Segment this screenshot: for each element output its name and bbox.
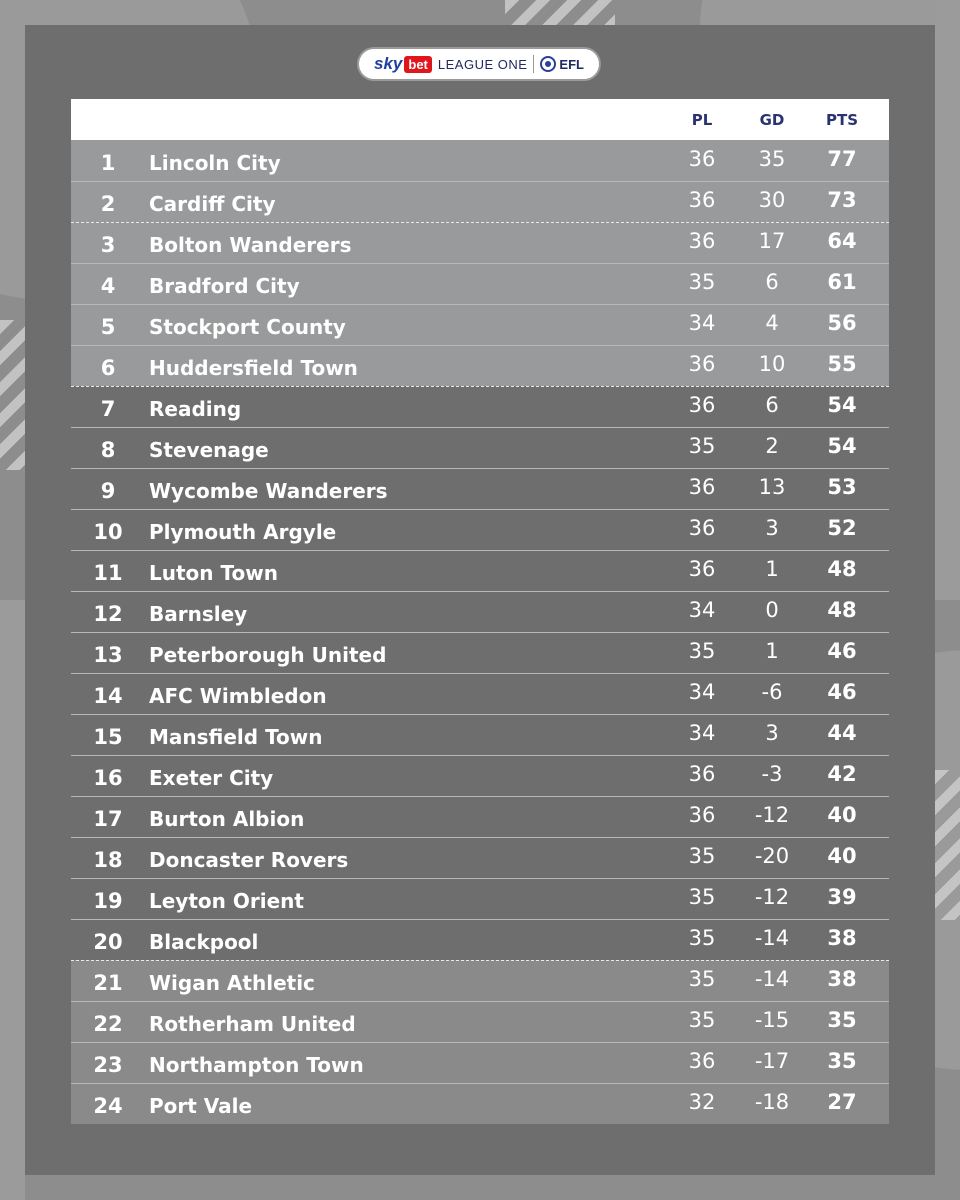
league-logo bbox=[359, 49, 599, 79]
position-cell: 24 bbox=[93, 1094, 123, 1118]
table-row bbox=[71, 222, 889, 263]
played-cell: 36 bbox=[688, 557, 716, 581]
background-stripes bbox=[0, 320, 25, 470]
played-cell: 34 bbox=[688, 721, 716, 745]
points-cell: 46 bbox=[827, 639, 857, 663]
points-cell: 40 bbox=[827, 844, 857, 868]
table-row bbox=[71, 386, 889, 427]
table-row bbox=[71, 468, 889, 509]
team-name-cell: Rotherham United bbox=[149, 1012, 356, 1036]
goal-difference-cell: 13 bbox=[758, 475, 786, 499]
position-cell: 20 bbox=[93, 930, 123, 954]
goal-difference-cell: 6 bbox=[765, 270, 779, 294]
table-body bbox=[71, 140, 889, 1124]
goal-difference-cell: -12 bbox=[754, 803, 790, 827]
team-name-cell: Peterborough United bbox=[149, 643, 387, 667]
table-row bbox=[71, 714, 889, 755]
table-header bbox=[71, 99, 889, 140]
background-stripes bbox=[935, 770, 960, 920]
table-row bbox=[71, 755, 889, 796]
played-cell: 34 bbox=[688, 598, 716, 622]
points-cell: 52 bbox=[827, 516, 857, 540]
goal-difference-cell: 2 bbox=[765, 434, 779, 458]
position-cell: 22 bbox=[93, 1012, 123, 1036]
position-cell: 10 bbox=[93, 520, 123, 544]
team-name-cell: Stevenage bbox=[149, 438, 269, 462]
goal-difference-cell: 0 bbox=[765, 598, 779, 622]
team-name-cell: Bolton Wanderers bbox=[149, 233, 352, 257]
position-cell: 23 bbox=[93, 1053, 123, 1077]
table-row bbox=[71, 550, 889, 591]
goal-difference-cell: 35 bbox=[758, 146, 786, 171]
played-cell: 35 bbox=[688, 967, 716, 991]
position-cell: 18 bbox=[93, 848, 123, 872]
points-cell: 56 bbox=[827, 311, 857, 335]
points-cell: 35 bbox=[827, 1049, 857, 1073]
position-cell: 19 bbox=[93, 889, 123, 913]
team-name-cell: Wycombe Wanderers bbox=[149, 479, 388, 503]
team-name-cell: Port Vale bbox=[149, 1094, 253, 1118]
position-cell: 3 bbox=[100, 233, 116, 257]
table-row bbox=[71, 796, 889, 837]
background-block bbox=[0, 600, 25, 1200]
table-row bbox=[71, 140, 889, 181]
team-name-cell: Northampton Town bbox=[149, 1053, 364, 1077]
goal-difference-cell: 4 bbox=[765, 311, 779, 335]
goal-difference-cell: -3 bbox=[761, 762, 783, 786]
team-name-cell: Exeter City bbox=[149, 766, 274, 790]
position-cell: 6 bbox=[100, 356, 116, 380]
goal-difference-cell: -12 bbox=[754, 885, 790, 909]
goal-difference-cell: 3 bbox=[765, 516, 779, 540]
played-cell: 36 bbox=[688, 1049, 716, 1073]
points-cell: 77 bbox=[827, 146, 857, 171]
table-row bbox=[71, 304, 889, 345]
table-row bbox=[71, 673, 889, 714]
position-cell: 13 bbox=[93, 643, 123, 667]
points-cell: 40 bbox=[827, 803, 857, 827]
team-name-cell: Burton Albion bbox=[149, 807, 305, 831]
table-row bbox=[71, 919, 889, 960]
points-cell: 53 bbox=[827, 475, 857, 499]
team-name-cell: Luton Town bbox=[149, 561, 278, 585]
table-row bbox=[71, 427, 889, 468]
played-cell: 35 bbox=[688, 844, 716, 868]
points-cell: 55 bbox=[827, 352, 857, 376]
position-cell: 7 bbox=[100, 397, 116, 421]
played-cell: 35 bbox=[688, 926, 716, 950]
team-name-cell: Bradford City bbox=[149, 274, 300, 298]
table-row bbox=[71, 1083, 889, 1124]
played-cell: 32 bbox=[688, 1090, 716, 1114]
points-cell: 54 bbox=[827, 393, 857, 417]
header-goal-difference: GD bbox=[759, 111, 785, 129]
played-cell: 36 bbox=[688, 352, 716, 376]
played-cell: 35 bbox=[688, 1008, 716, 1032]
team-name-cell: Leyton Orient bbox=[149, 889, 304, 913]
table-row bbox=[71, 837, 889, 878]
logo-divider bbox=[533, 55, 534, 73]
position-cell: 1 bbox=[100, 150, 116, 175]
played-cell: 36 bbox=[688, 393, 716, 417]
played-cell: 36 bbox=[688, 475, 716, 499]
sky-wordmark: sky bbox=[374, 54, 403, 73]
points-cell: 54 bbox=[827, 434, 857, 458]
league-name: LEAGUE ONE bbox=[437, 56, 528, 72]
goal-difference-cell: -17 bbox=[754, 1049, 790, 1073]
played-cell: 36 bbox=[688, 762, 716, 786]
team-name-cell: Doncaster Rovers bbox=[149, 848, 349, 872]
table-row bbox=[71, 263, 889, 304]
points-cell: 39 bbox=[827, 885, 857, 909]
team-name-cell: Stockport County bbox=[149, 315, 346, 339]
header-played: PL bbox=[691, 111, 713, 129]
table-row bbox=[71, 1001, 889, 1042]
bet-wordmark: bet bbox=[404, 56, 432, 73]
position-cell: 8 bbox=[100, 438, 116, 462]
team-name-cell: Cardiff City bbox=[149, 192, 276, 216]
team-name-cell: Lincoln City bbox=[149, 150, 281, 175]
played-cell: 34 bbox=[688, 311, 716, 335]
played-cell: 35 bbox=[688, 434, 716, 458]
position-cell: 11 bbox=[93, 561, 123, 585]
header-points: PTS bbox=[825, 111, 859, 129]
played-cell: 36 bbox=[688, 516, 716, 540]
points-cell: 38 bbox=[827, 967, 857, 991]
points-cell: 42 bbox=[827, 762, 857, 786]
points-cell: 27 bbox=[827, 1090, 857, 1114]
table-row bbox=[71, 591, 889, 632]
table-row bbox=[71, 181, 889, 222]
played-cell: 35 bbox=[688, 885, 716, 909]
points-cell: 48 bbox=[827, 598, 857, 622]
table-row bbox=[71, 345, 889, 386]
played-cell: 36 bbox=[688, 229, 716, 253]
goal-difference-cell: -14 bbox=[754, 926, 790, 950]
team-name-cell: Mansfield Town bbox=[149, 725, 323, 749]
goal-difference-cell: -20 bbox=[754, 844, 790, 868]
played-cell: 34 bbox=[688, 680, 716, 704]
background-stripes bbox=[505, 0, 615, 25]
points-cell: 46 bbox=[827, 680, 857, 704]
table-row bbox=[71, 878, 889, 919]
played-cell: 35 bbox=[688, 270, 716, 294]
position-cell: 21 bbox=[93, 971, 123, 995]
points-cell: 38 bbox=[827, 926, 857, 950]
goal-difference-cell: 10 bbox=[758, 352, 786, 376]
played-cell: 36 bbox=[688, 803, 716, 827]
team-name-cell: Reading bbox=[149, 397, 242, 421]
position-cell: 2 bbox=[100, 192, 116, 216]
position-cell: 17 bbox=[93, 807, 123, 831]
points-cell: 35 bbox=[827, 1008, 857, 1032]
points-cell: 44 bbox=[827, 721, 857, 745]
goal-difference-cell: -14 bbox=[754, 967, 790, 991]
played-cell: 36 bbox=[688, 146, 716, 171]
team-name-cell: AFC Wimbledon bbox=[149, 684, 327, 708]
position-cell: 14 bbox=[93, 684, 123, 708]
background-block bbox=[935, 0, 960, 600]
goal-difference-cell: -6 bbox=[761, 680, 783, 704]
position-cell: 5 bbox=[100, 315, 116, 339]
points-cell: 61 bbox=[827, 270, 857, 294]
goal-difference-cell: 1 bbox=[765, 557, 779, 581]
efl-wordmark: EFL bbox=[559, 56, 584, 72]
efl-badge-icon bbox=[540, 56, 556, 72]
team-name-cell: Huddersfield Town bbox=[149, 356, 358, 380]
position-cell: 16 bbox=[93, 766, 123, 790]
team-name-cell: Blackpool bbox=[149, 930, 259, 954]
goal-difference-cell: 30 bbox=[758, 188, 786, 212]
team-name-cell: Plymouth Argyle bbox=[149, 520, 337, 544]
goal-difference-cell: -18 bbox=[754, 1090, 790, 1114]
goal-difference-cell: 1 bbox=[765, 639, 779, 663]
goal-difference-cell: 6 bbox=[765, 393, 779, 417]
played-cell: 35 bbox=[688, 639, 716, 663]
team-name-cell: Barnsley bbox=[149, 602, 248, 626]
goal-difference-cell: -15 bbox=[754, 1008, 790, 1032]
league-table bbox=[71, 99, 889, 1124]
team-name-cell: Wigan Athletic bbox=[149, 971, 315, 995]
table-row bbox=[71, 1042, 889, 1083]
table-row bbox=[71, 960, 889, 1001]
table-row bbox=[71, 509, 889, 550]
position-cell: 15 bbox=[93, 725, 123, 749]
points-cell: 73 bbox=[827, 188, 857, 212]
position-cell: 12 bbox=[93, 602, 123, 626]
position-cell: 4 bbox=[100, 274, 116, 298]
goal-difference-cell: 3 bbox=[765, 721, 779, 745]
goal-difference-cell: 17 bbox=[758, 229, 786, 253]
position-cell: 9 bbox=[100, 479, 116, 503]
table-row bbox=[71, 632, 889, 673]
played-cell: 36 bbox=[688, 188, 716, 212]
points-cell: 48 bbox=[827, 557, 857, 581]
points-cell: 64 bbox=[827, 229, 857, 253]
